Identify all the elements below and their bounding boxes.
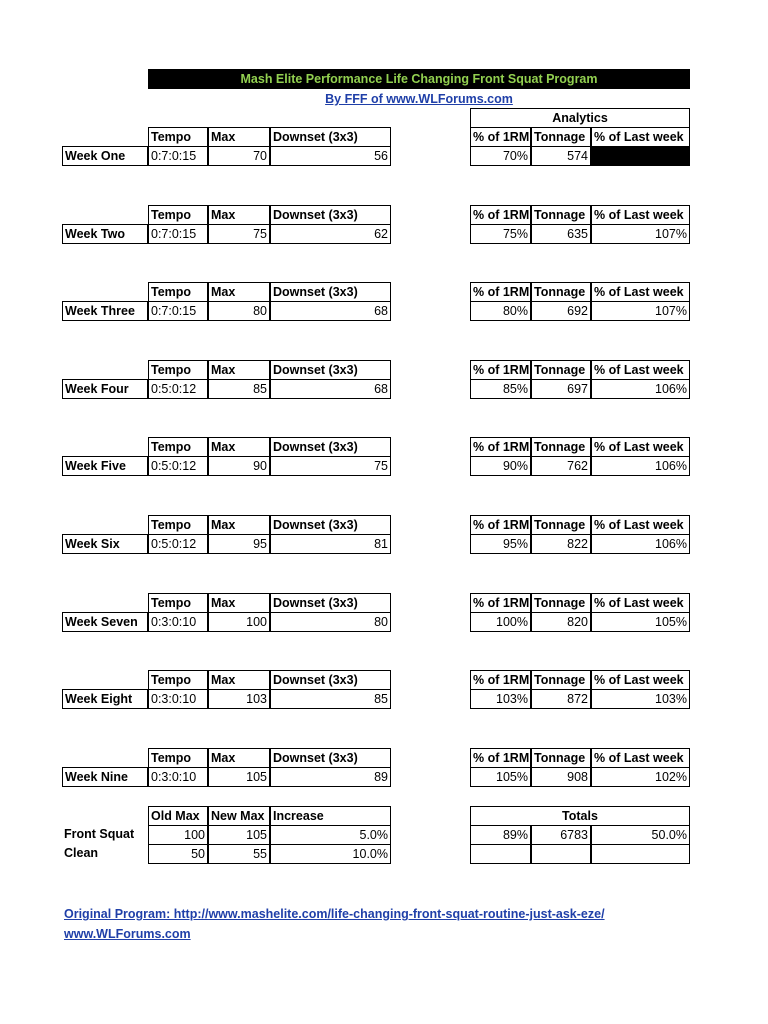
pct-1rm-cell[interactable]: 75%: [470, 224, 531, 244]
pct-1rm-cell[interactable]: 105%: [470, 767, 531, 787]
old-max-header: Old Max: [148, 806, 208, 826]
max-cell[interactable]: 95: [208, 534, 270, 554]
tonnage-header: Tonnage: [531, 515, 591, 535]
pct-1rm-cell[interactable]: 90%: [470, 456, 531, 476]
tonnage-cell[interactable]: 822: [531, 534, 591, 554]
pct-1rm-header: % of 1RM: [470, 670, 531, 690]
tempo-cell[interactable]: 0:3:0:10: [148, 612, 208, 632]
pct-last-week-cell[interactable]: [591, 146, 690, 166]
max-cell[interactable]: 70: [208, 146, 270, 166]
wlforums-link[interactable]: www.WLForums.com: [64, 927, 191, 941]
pct-last-week-cell[interactable]: 102%: [591, 767, 690, 787]
tempo-header: Tempo: [148, 437, 208, 457]
total-tonnage-cell[interactable]: 6783: [531, 825, 591, 845]
tonnage-header: Tonnage: [531, 593, 591, 613]
tonnage-header: Tonnage: [531, 748, 591, 768]
tonnage-header: Tonnage: [531, 127, 591, 147]
pct-last-week-header: % of Last week: [591, 282, 690, 302]
total-pct-1rm-cell[interactable]: 89%: [470, 825, 531, 845]
byline-link[interactable]: By FFF of www.WLForums.com: [325, 92, 513, 106]
pct-1rm-cell[interactable]: 70%: [470, 146, 531, 166]
tonnage-header: Tonnage: [531, 670, 591, 690]
week-label: Week Eight: [62, 689, 148, 709]
pct-last-week-cell[interactable]: 103%: [591, 689, 690, 709]
pct-1rm-header: % of 1RM: [470, 515, 531, 535]
tonnage-header: Tonnage: [531, 282, 591, 302]
max-cell[interactable]: 100: [208, 612, 270, 632]
max-cell[interactable]: 75: [208, 224, 270, 244]
downset-header: Downset (3x3): [270, 748, 391, 768]
downset-header: Downset (3x3): [270, 593, 391, 613]
tempo-header: Tempo: [148, 593, 208, 613]
downset-cell[interactable]: 89: [270, 767, 391, 787]
pct-last-week-cell[interactable]: 106%: [591, 534, 690, 554]
max-header: Max: [208, 593, 270, 613]
pct-1rm-header: % of 1RM: [470, 127, 531, 147]
tempo-header: Tempo: [148, 670, 208, 690]
pct-1rm-cell[interactable]: 95%: [470, 534, 531, 554]
tonnage-cell[interactable]: 908: [531, 767, 591, 787]
pct-last-week-cell[interactable]: 107%: [591, 301, 690, 321]
downset-header: Downset (3x3): [270, 670, 391, 690]
downset-header: Downset (3x3): [270, 360, 391, 380]
week-label: Week One: [62, 146, 148, 166]
pct-last-week-cell[interactable]: 106%: [591, 379, 690, 399]
tempo-header: Tempo: [148, 205, 208, 225]
downset-header: Downset (3x3): [270, 205, 391, 225]
week-label: Week Nine: [62, 767, 148, 787]
tempo-header: Tempo: [148, 748, 208, 768]
week-label: Week Six: [62, 534, 148, 554]
pct-1rm-cell[interactable]: 85%: [470, 379, 531, 399]
tonnage-header: Tonnage: [531, 360, 591, 380]
pct-1rm-header: % of 1RM: [470, 437, 531, 457]
tempo-cell[interactable]: 0:7:0:15: [148, 224, 208, 244]
tonnage-cell[interactable]: 820: [531, 612, 591, 632]
lift-label: Clean: [64, 846, 99, 860]
footer-links: [64, 904, 605, 944]
tempo-header: Tempo: [148, 360, 208, 380]
old-max-cell[interactable]: 100: [148, 825, 208, 845]
max-header: Max: [208, 360, 270, 380]
pct-last-week-header: % of Last week: [591, 670, 690, 690]
tonnage-cell[interactable]: 692: [531, 301, 591, 321]
tonnage-header: Tonnage: [531, 205, 591, 225]
empty-cell[interactable]: [591, 844, 690, 864]
max-header: Max: [208, 670, 270, 690]
new-max-header: New Max: [208, 806, 270, 826]
increase-cell[interactable]: 10.0%: [270, 844, 391, 864]
pct-1rm-header: % of 1RM: [470, 205, 531, 225]
downset-cell[interactable]: 62: [270, 224, 391, 244]
increase-header: Increase: [270, 806, 391, 826]
tonnage-cell[interactable]: 762: [531, 456, 591, 476]
max-header: Max: [208, 205, 270, 225]
max-header: Max: [208, 437, 270, 457]
pct-1rm-header: % of 1RM: [470, 593, 531, 613]
max-header: Max: [208, 748, 270, 768]
week-label: Week Three: [62, 301, 148, 321]
pct-1rm-cell[interactable]: 100%: [470, 612, 531, 632]
pct-last-week-cell[interactable]: 107%: [591, 224, 690, 244]
new-max-cell[interactable]: 105: [208, 825, 270, 845]
pct-1rm-cell[interactable]: 80%: [470, 301, 531, 321]
pct-last-week-cell[interactable]: 106%: [591, 456, 690, 476]
downset-cell[interactable]: 80: [270, 612, 391, 632]
lift-label: Front Squat: [64, 827, 135, 841]
max-cell[interactable]: 105: [208, 767, 270, 787]
empty-cell[interactable]: [531, 844, 591, 864]
downset-header: Downset (3x3): [270, 437, 391, 457]
tempo-header: Tempo: [148, 282, 208, 302]
week-label: Week Seven: [62, 612, 148, 632]
downset-cell[interactable]: 81: [270, 534, 391, 554]
downset-header: Downset (3x3): [270, 282, 391, 302]
tempo-cell[interactable]: 0:5:0:12: [148, 534, 208, 554]
tonnage-header: Tonnage: [531, 437, 591, 457]
pct-last-week-header: % of Last week: [591, 437, 690, 457]
tempo-header: Tempo: [148, 127, 208, 147]
pct-last-week-header: % of Last week: [591, 748, 690, 768]
tempo-cell[interactable]: 0:5:0:12: [148, 379, 208, 399]
downset-cell[interactable]: 68: [270, 301, 391, 321]
pct-last-week-header: % of Last week: [591, 593, 690, 613]
tempo-cell[interactable]: 0:7:0:15: [148, 301, 208, 321]
tempo-header: Tempo: [148, 515, 208, 535]
pct-1rm-header: % of 1RM: [470, 748, 531, 768]
total-pct-last-week-cell[interactable]: 50.0%: [591, 825, 690, 845]
new-max-cell[interactable]: 55: [208, 844, 270, 864]
pct-last-week-cell[interactable]: 105%: [591, 612, 690, 632]
week-label: Week Five: [62, 456, 148, 476]
tonnage-cell[interactable]: 574: [531, 146, 591, 166]
max-header: Max: [208, 127, 270, 147]
pct-last-week-header: % of Last week: [591, 205, 690, 225]
pct-last-week-header: % of Last week: [591, 515, 690, 535]
empty-cell[interactable]: [470, 844, 531, 864]
tempo-cell[interactable]: 0:7:0:15: [148, 146, 208, 166]
pct-1rm-header: % of 1RM: [470, 282, 531, 302]
pct-last-week-header: % of Last week: [591, 360, 690, 380]
downset-cell[interactable]: 68: [270, 379, 391, 399]
program-title: Mash Elite Performance Life Changing Front Squat Program: [148, 69, 690, 89]
totals-header: Totals: [470, 806, 690, 826]
max-cell[interactable]: 90: [208, 456, 270, 476]
increase-cell[interactable]: 5.0%: [270, 825, 391, 845]
downset-cell[interactable]: 56: [270, 146, 391, 166]
downset-cell[interactable]: 75: [270, 456, 391, 476]
downset-header: Downset (3x3): [270, 127, 391, 147]
week-label: Week Four: [62, 379, 148, 399]
old-max-cell[interactable]: 50: [148, 844, 208, 864]
analytics-header: Analytics: [470, 108, 690, 128]
tempo-cell[interactable]: 0:5:0:12: [148, 456, 208, 476]
tempo-cell[interactable]: 0:3:0:10: [148, 689, 208, 709]
pct-last-week-header: % of Last week: [591, 127, 690, 147]
tonnage-cell[interactable]: 635: [531, 224, 591, 244]
pct-1rm-cell[interactable]: 103%: [470, 689, 531, 709]
max-cell[interactable]: 85: [208, 379, 270, 399]
tempo-cell[interactable]: 0:3:0:10: [148, 767, 208, 787]
pct-1rm-header: % of 1RM: [470, 360, 531, 380]
downset-header: Downset (3x3): [270, 515, 391, 535]
max-header: Max: [208, 282, 270, 302]
max-header: Max: [208, 515, 270, 535]
max-cell[interactable]: 103: [208, 689, 270, 709]
original-program-link[interactable]: Original Program: http://www.mashelite.com/life-changing-front-squat-routine-just-ask-eze/: [64, 907, 605, 921]
tonnage-cell[interactable]: 697: [531, 379, 591, 399]
tonnage-cell[interactable]: 872: [531, 689, 591, 709]
downset-cell[interactable]: 85: [270, 689, 391, 709]
max-cell[interactable]: 80: [208, 301, 270, 321]
week-label: Week Two: [62, 224, 148, 244]
